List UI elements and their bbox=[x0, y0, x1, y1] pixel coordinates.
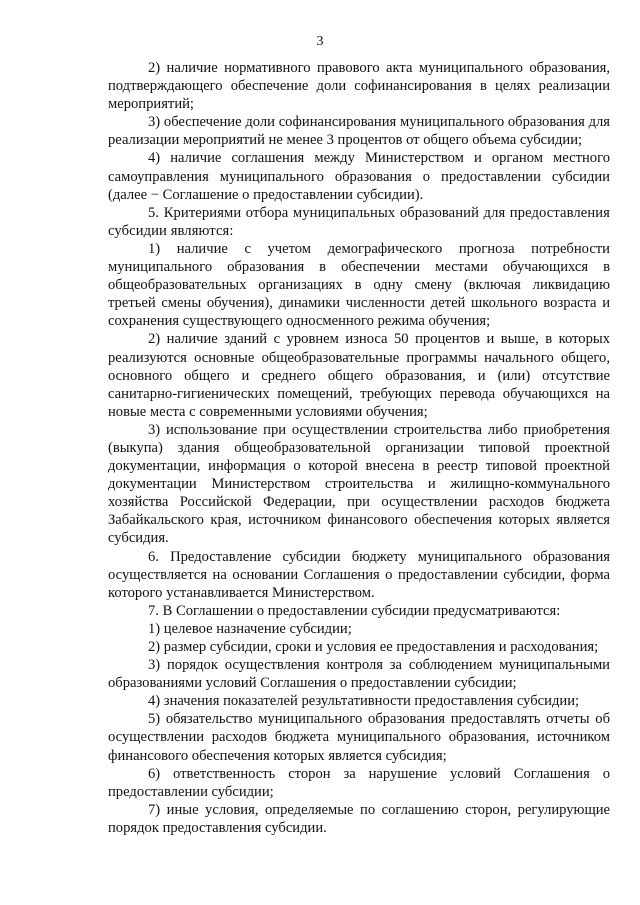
paragraph-criterion-2-wear: 2) наличие зданий с уровнем износа 50 процентов и выше, в которых реализуются основные общеобразовательные программы начального общего, основного общего и среднего общего образования, и (или) отсутствие санитарно-гигиенических помещений, требующих перевода обучающихся на новые места с современными условиями обучения; bbox=[108, 331, 610, 420]
paragraph-term-2-amount: 2) размер субсидии, сроки и условия ее предоставления и расходования; bbox=[148, 639, 599, 655]
paragraph-section-7-agreement-terms: 7. В Соглашении о предоставлении субсидии предусматриваются: bbox=[148, 602, 561, 619]
paragraph-term-7-other-conditions: 7) иные условия, определяемые по соглашению сторон, регулирующие порядок предоставления субсидии. bbox=[108, 801, 610, 836]
paragraph-criterion-3-typical-design: 3) использование при осуществлении строительства либо приобретения (выкупа) здания общеобразовательной организации типовой проектной документации, информация о которой внесена в реестр типовой проектной документации Министерством строительства и жилищно-коммунального хозяйства Российской Федерации, при осуществлении расходов бюджета Забайкальского края, источником финансового обеспечения которых является субсидия. bbox=[108, 421, 610, 547]
paragraph-term-5-reports: 5) обязательство муниципального образования предоставлять отчеты об осуществлении расходов бюджета муниципального образования, источником финансового обеспечения которых является субсидия; bbox=[108, 711, 610, 764]
page-number: 3 bbox=[316, 34, 324, 49]
paragraph-section-6-provision: 6. Предоставление субсидии бюджету муниципального образования осуществляется на основании Соглашения о предоставлении субсидии, форма которого устанавливается Министерством. bbox=[108, 548, 610, 601]
paragraph-term-3-control: 3) порядок осуществления контроля за соблюдением муниципальными образованиями условий Соглашения о предоставлении субсидии; bbox=[108, 657, 610, 692]
paragraph-item-3-cofinancing-share: 3) обеспечение доли софинансирования муниципального образования для реализации мероприятий не менее 3 процентов от общего объема субсидии; bbox=[108, 114, 610, 149]
paragraph-criterion-1-demand: 1) наличие с учетом демографического прогноза потребности муниципального образования в обеспечении местами обучающихся в общеобразовательных организациях в одну смену (включая ликвидацию третьей смены обучения), динамики численности детей школьного возраста и сохранения существующего односменного режима обучения; bbox=[108, 240, 610, 330]
paragraph-item-4-agreement: 4) наличие соглашения между Министерством и органом местного самоуправления муниципального образования о предоставлении субсидии (далее − Соглашение о предоставлении субсидии). bbox=[108, 150, 610, 203]
paragraph-item-2-normative-act: 2) наличие нормативного правового акта муниципального образования, подтверждающего обеспечение доли софинансирования в целях реализации мероприятий; bbox=[108, 60, 610, 113]
paragraph-section-5-criteria: 5. Критериями отбора муниципальных образований для предоставления субсидии являются: bbox=[108, 204, 610, 239]
paragraph-term-1-purpose: 1) целевое назначение субсидии; bbox=[148, 620, 352, 637]
paragraph-term-6-responsibility: 6) ответственность сторон за нарушение условий Соглашения о предоставлении субсидии; bbox=[108, 765, 610, 800]
document-body bbox=[108, 59, 610, 837]
paragraph-term-4-indicators: 4) значения показателей результативности предоставления субсидии; bbox=[148, 693, 580, 710]
